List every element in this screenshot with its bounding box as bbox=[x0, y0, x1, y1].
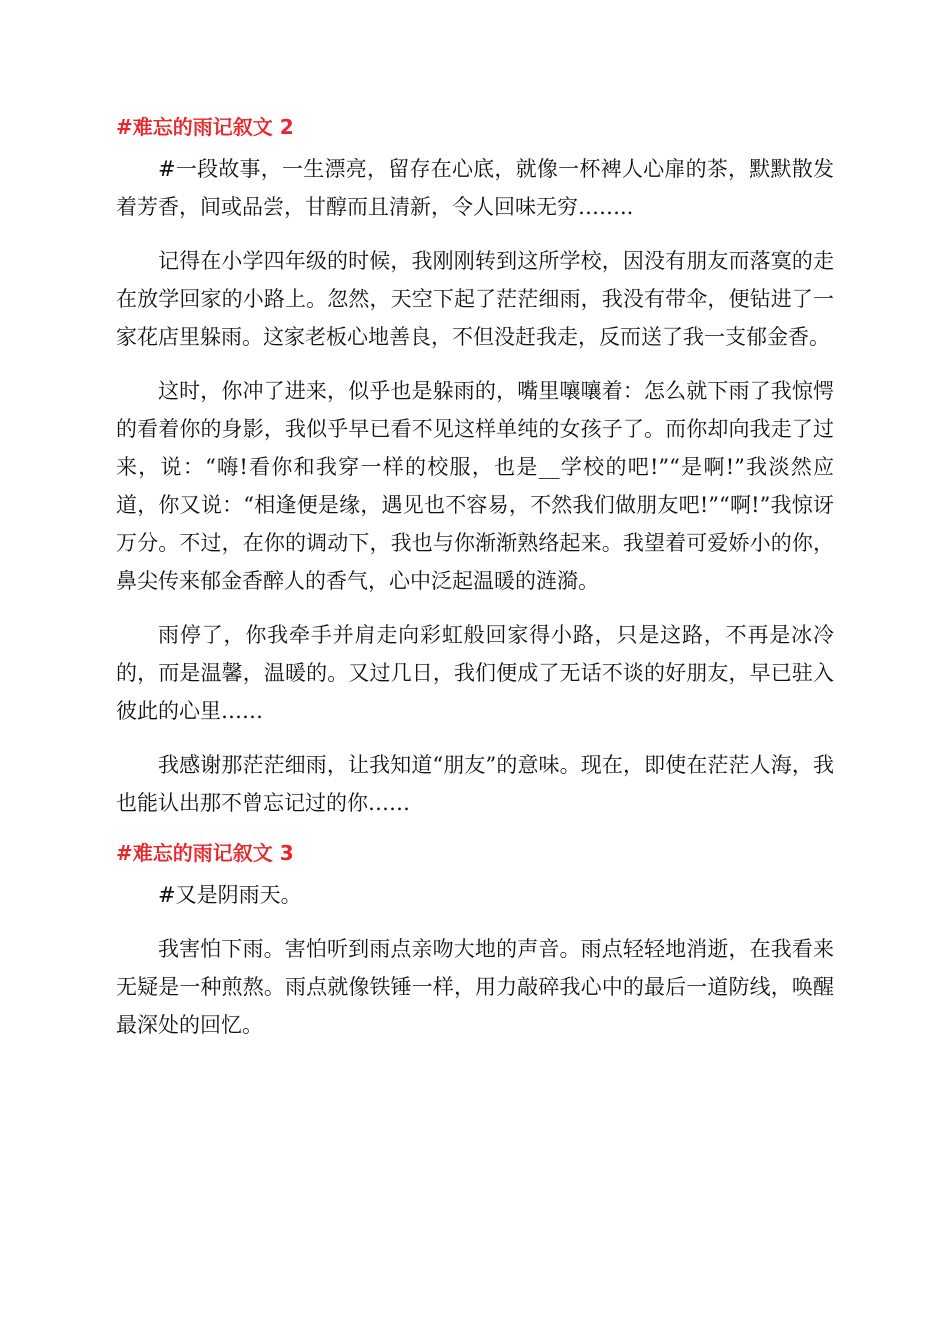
section-heading-3: #难忘的雨记叙文 3 bbox=[116, 841, 294, 865]
paragraph: 我害怕下雨。害怕听到雨点亲吻大地的声音。雨点轻轻地消逝，在我看来无疑是一种煎熬。雨点就像铁锤一样，用力敲碎我心中的最后一道防线，唤醒最深处的回忆。 bbox=[116, 937, 834, 1037]
paragraph: 这时，你冲了进来，似乎也是躲雨的，嘴里嚷嚷着：怎么就下雨了我惊愕的看着你的身影，我似乎早已看不见这样单纯的女孩子了。而你却向我走了过来，说：“嗨!看你和我穿一样的校服，也是__学校的吧!”“是啊!”我淡然应道，你又说：“相逢便是缘，遇见也不容易，不然我们做朋友吧!”“啊!”我惊讶万分。不过，在你的调动下，我也与你渐渐熟络起来。我望着可爱娇小的你，鼻尖传来郁金香醉人的香气，心中泛起温暖的涟漪。 bbox=[116, 379, 834, 593]
paragraph: 记得在小学四年级的时候，我刚刚转到这所学校，因没有朋友而落寞的走在放学回家的小路上。忽然，天空下起了茫茫细雨，我没有带伞，便钻进了一家花店里躲雨。这家老板心地善良，不但没赶我走，反而送了我一支郁金香。 bbox=[116, 249, 834, 349]
paragraph: #一段故事，一生漂亮，留存在心底，就像一杯裨人心扉的茶，默默散发着芳香，间或品尝，甘醇而且清新，令人回味无穷…….. bbox=[116, 157, 834, 219]
section-heading-2: #难忘的雨记叙文 2 bbox=[116, 115, 294, 139]
paragraph: 我感谢那茫茫细雨，让我知道“朋友”的意味。现在，即使在茫茫人海，我也能认出那不曾忘记过的你…… bbox=[116, 753, 834, 815]
document-body bbox=[116, 112, 834, 1060]
paragraph: 雨停了，你我牵手并肩走向彩虹般回家得小路，只是这路，不再是冰冷的，而是温馨，温暖的。又过几日，我们便成了无话不谈的好朋友，早已驻入彼此的心里…… bbox=[116, 623, 834, 723]
paragraph: #又是阴雨天。 bbox=[158, 883, 302, 907]
